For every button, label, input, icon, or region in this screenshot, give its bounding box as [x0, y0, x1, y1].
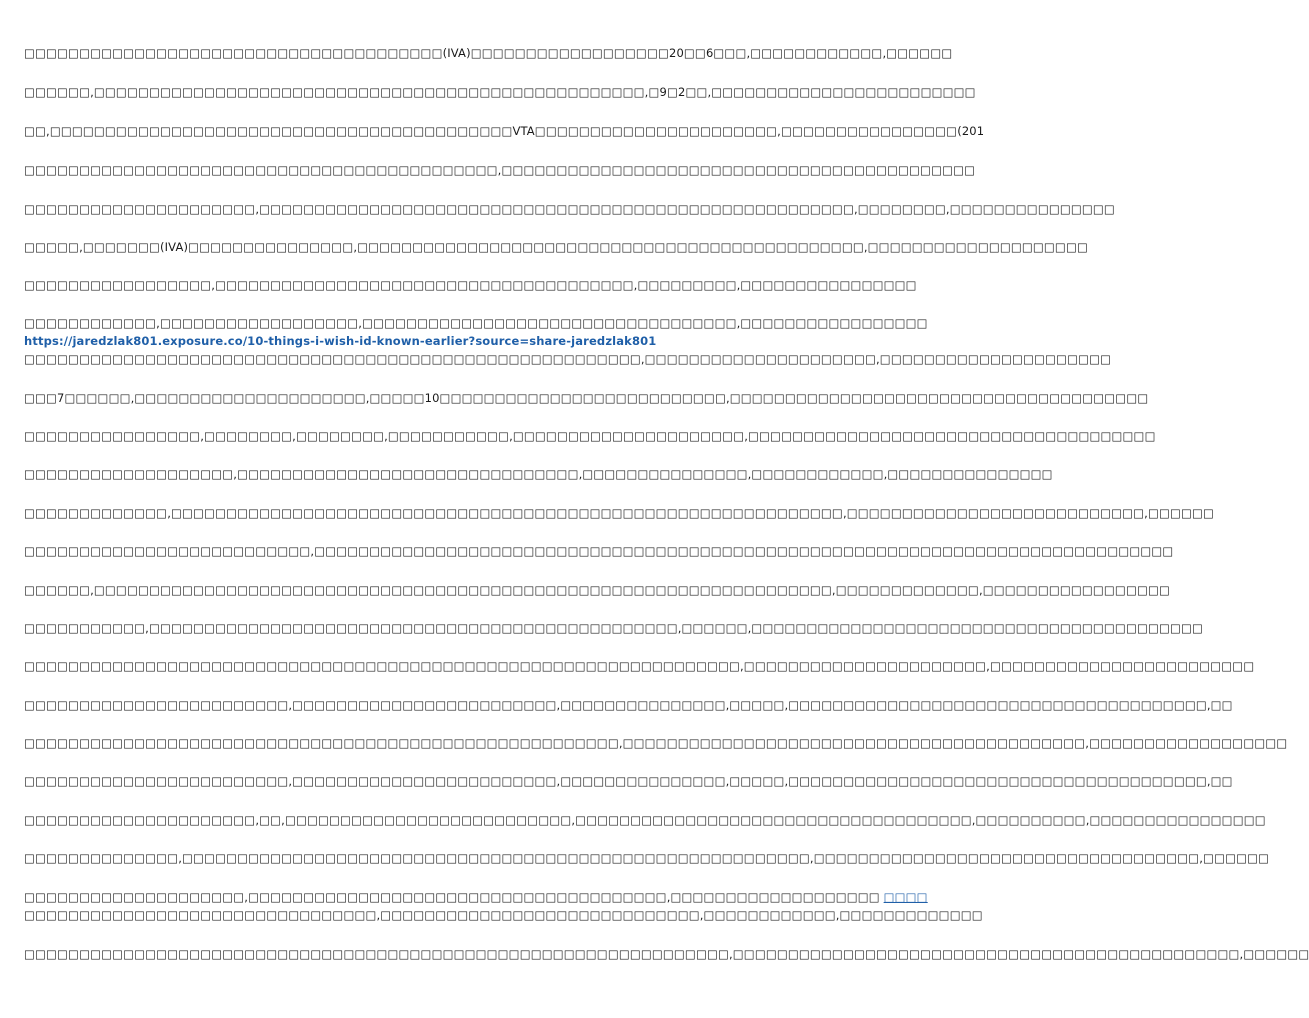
paragraph-line: □□□□□□□□□□□□□□,□□□□□□□□□□□□□□□□□□□□□□□□□□□□□□□□□□□□□□□□□□□□□□□□□□□□□□□□□,□□□□□□□□□□□□□□□□□□□□□□□□□□□□□□□□□□□,□□□□□□: [24, 851, 1270, 865]
link-line: [24, 333, 720, 349]
paragraph-line: □□□□□□□□□□□□□,□□□□□□□□□□□□□□□□□□□□□□□□□□□□□□□□□□□□□□□□□□□□□□□□□□□□□□□□□□□□□,□□□□□□□□□□□□□□□□□□□□□□□□□□□,□□□□□□: [24, 506, 1215, 520]
paragraph-line: □□□□□□,□□□□□□□□□□□□□□□□□□□□□□□□□□□□□□□□□□□□□□□□□□□□□□□□□□,□9□2□□,□□□□□□□□□□□□□□□□□□□□□□□□: [24, 85, 976, 99]
inline-link[interactable]: □□□□: [883, 890, 928, 904]
paragraph-line: □□□□□□,□□□□□□□□□□□□□□□□□□□□□□□□□□□□□□□□□□□□□□□□□□□□□□□□□□□□□□□□□□□□□□□□□□□,□□□□□□□□□□□□□,□□□□□□□□□□□□□□□□□: [24, 583, 1171, 597]
paragraph-line: □□□□□□□□□□□□□□□□□□□□□□□□□□□□□□□□□□□□□□□□□□□□□□□□□□□□□□□□,□□□□□□□□□□□□□□□□□□□□□,□□□□□□□□□□□□□□□□□□□□□: [24, 352, 1112, 366]
paragraph-line: □□□□□□□□□□□□□□□□□□□□□□□□□□□□□□□□,□□□□□□□□□□□□□□□□□□□□□□□□□□□□□,□□□□□□□□□□□□,□□□□□□□□□□□□□: [24, 908, 983, 922]
paragraph-line: □□□□□□□□□□□□□□□□□,□□□□□□□□□□□□□□□□□□□□□□□□□□□□□□□□□□□□□□,□□□□□□□□□,□□□□□□□□□□□□□□□□: [24, 278, 917, 292]
paragraph-line: □□□□□□□□□□□□□□□□□□□□□□□□,□□□□□□□□□□□□□□□□□□□□□□□□,□□□□□□□□□□□□□□□,□□□□□,□□□□□□□□□□□□□□□□□□□□□□□□□□□□□□□□□□□□□□,□□: [24, 774, 1233, 788]
paragraph-line: □□□□□□□□□□□□□□□□□□□□□□□□,□□□□□□□□□□□□□□□□□□□□□□□□,□□□□□□□□□□□□□□□,□□□□□,□□□□□□□□□□□□□□□□□□□□□□□□□□□□□□□□□□□□□□,□□: [24, 698, 1233, 712]
paragraph-line: □□□□□□□□□□□□□□□□□□□□□,□□,□□□□□□□□□□□□□□□□□□□□□□□□□□,□□□□□□□□□□□□□□□□□□□□□□□□□□□□□□□□□□□□,□□□□□□□□□□,□□□□□□□□□□□□□□□□: [24, 813, 1266, 827]
paragraph-line: □□□□□□□□□□□□□□□□□□□□□□□□□□□□□□□□□□□□□□□□□□□□□□□□□□□□□□□□□□□□□□□□□,□□□□□□□□□□□□□□□□□□□□□□,□□□□□□□□□□□□□□□□□□□□□□□□: [24, 659, 1255, 673]
paragraph-line: □□□□□□□□□□□□,□□□□□□□□□□□□□□□□□□,□□□□□□□□□□□□□□□□□□□□□□□□□□□□□□□□□□,□□□□□□□□□□□□□□□□□: [24, 316, 928, 330]
paragraph-line: □□□□□□□□□□□□□□□□□□□□□□□□□□□□□□□□□□□□□□(IVA)□□□□□□□□□□□□□□□□□□20□□6□□□,□□□□□□□□□□□□,□□□□□□: [24, 46, 953, 60]
paragraph-line: □□□□□□□□□□□□□□□□□□□□□□□□□□□□□□□□□□□□□□□□□□□□□□□□□□□□□□□□□□□□□□□□,□□□□□□□□□□□□□□□□□□□□□□□□□□□□□□□□□□□□□□□□□□□□□□,□□□□□□: [24, 947, 1309, 961]
paragraph-line: □□□□□□□□□□□□□□□□□□□□□□□□□□□□□□□□□□□□□□□□□□□□□□□□□□□□□□,□□□□□□□□□□□□□□□□□□□□□□□□□□□□□□□□□□□□□□□□□□,□□□□□□□□□□□□□□□□□□: [24, 736, 1288, 750]
paragraph-text: □□□□□□□□□□□□□□□□□□□□,□□□□□□□□□□□□□□□□□□□□□□□□□□□□□□□□□□□□□□,□□□□□□□□□□□□□□□□□□□: [24, 890, 880, 904]
paragraph-line: □□□□□□□□□□□□□□□□,□□□□□□□□,□□□□□□□□,□□□□□□□□□□□,□□□□□□□□□□□□□□□□□□□□□,□□□□□□□□□□□□□□□□□□□□□□□□□□□□□□□□□□□□□: [24, 429, 1156, 443]
paragraph-line: □□□□□□□□□□□□□□□□□□□,□□□□□□□□□□□□□□□□□□□□□□□□□□□□□□□,□□□□□□□□□□□□□□□,□□□□□□□□□□□□,□□□□□□□□□□□□□□□: [24, 467, 1053, 481]
paragraph-line: □□□□□□□□□□□,□□□□□□□□□□□□□□□□□□□□□□□□□□□□□□□□□□□□□□□□□□□□□□□□,□□□□□□,□□□□□□□□□□□□□□□□□□□□□□□□□□□□□□□□□□□□□□□□□: [24, 621, 1204, 635]
paragraph-line: □□,□□□□□□□□□□□□□□□□□□□□□□□□□□□□□□□□□□□□□□□□□□VTA□□□□□□□□□□□□□□□□□□□□□□,□□□□□□□□□□□□□□□□(201: [24, 124, 985, 138]
paragraph-line: □□□□□□□□□□□□□□□□□□□□□,□□□□□□□□□□□□□□□□□□□□□□□□□□□□□□□□□□□□□□□□□□□□□□□□□□□□□□,□□□□□□□□,□□□□□□□□□□□□□□□: [24, 202, 1115, 216]
paragraph-line: □□□□□,□□□□□□□(IVA)□□□□□□□□□□□□□□□,□□□□□□□□□□□□□□□□□□□□□□□□□□□□□□□□□□□□□□□□□□□□□□,□□□□□□□□□□□□□□□□□□□□: [24, 240, 1088, 254]
paragraph-line: □□□□□□□□□□□□□□□□□□□□□□□□□□□□□□□□□□□□□□□□□□□,□□□□□□□□□□□□□□□□□□□□□□□□□□□□□□□□□□□□□□□□□□□: [24, 163, 976, 177]
paragraph-line: □□□7□□□□□□,□□□□□□□□□□□□□□□□□□□□□,□□□□□10□□□□□□□□□□□□□□□□□□□□□□□□□□,□□□□□□□□□□□□□□□□□□□□□□□□□□□□□□□□□□□□□□: [24, 391, 1149, 405]
external-article-link[interactable]: https://jaredzlak801.exposure.co/10-things-i-wish-id-known-earlier?source=share-jaredzlak801: [24, 334, 657, 348]
paragraph-line-with-link: [24, 889, 928, 905]
paragraph-line: □□□□□□□□□□□□□□□□□□□□□□□□□□,□□□□□□□□□□□□□□□□□□□□□□□□□□□□□□□□□□□□□□□□□□□□□□□□□□□□□□□□□□□□□□□□□□□□□□□□□□□□□□: [24, 544, 1174, 558]
